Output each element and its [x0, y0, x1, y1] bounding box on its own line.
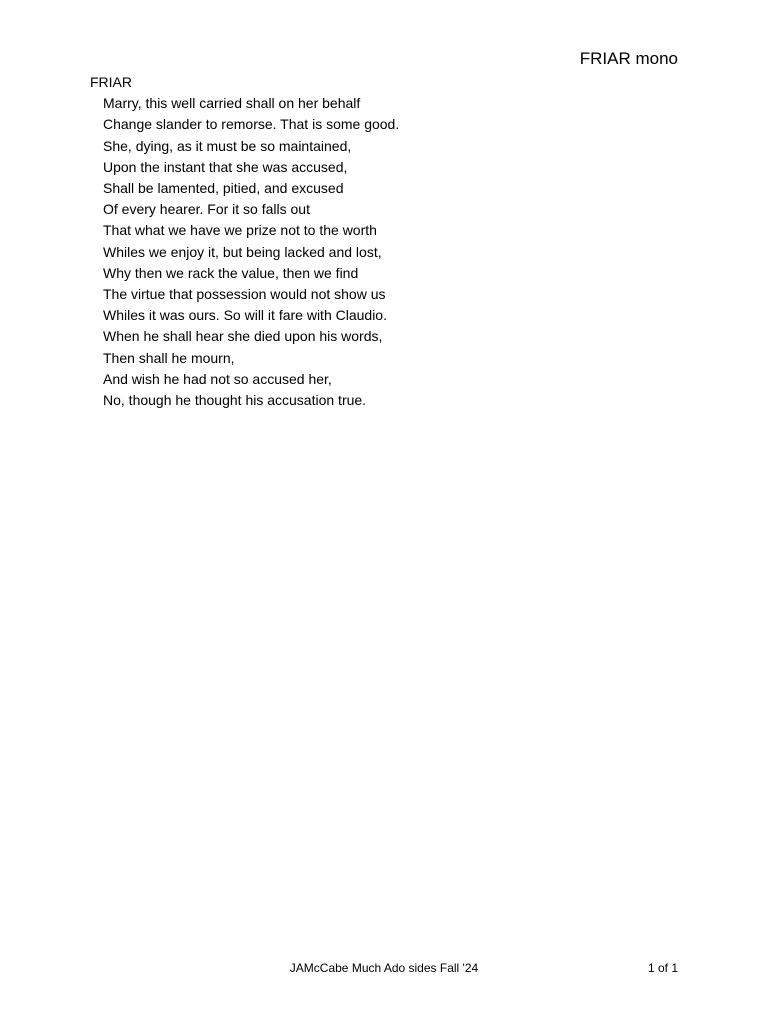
speech-line: Marry, this well carried shall on her behalf — [103, 95, 361, 112]
speech-line: When he shall hear she died upon his words, — [103, 328, 383, 345]
speech-line: No, though he thought his accusation true. — [103, 392, 367, 409]
speech-line: Of every hearer. For it so falls out — [103, 201, 310, 218]
footer-text: JAMcCabe Much Ado sides Fall '24 — [289, 961, 479, 975]
speech-line: Whiles it was ours. So will it fare with Claudio. — [103, 307, 387, 324]
speech-line: And wish he had not so accused her, — [103, 370, 332, 387]
speech-line: That what we have we prize not to the worth — [103, 222, 377, 239]
speech-line: Whiles we enjoy it, but being lacked and lost, — [103, 243, 382, 260]
speech-line: The virtue that possession would not show us — [103, 286, 386, 303]
speech-line: Upon the instant that she was accused, — [103, 158, 348, 175]
page-title: FRIAR mono — [579, 49, 678, 68]
speech-lines — [90, 93, 690, 411]
page-number: 1 of 1 — [647, 961, 678, 975]
speech-line: Change slander to remorse. That is some good. — [103, 116, 400, 133]
speech-line: Shall be lamented, pitied, and excused — [103, 180, 344, 197]
speaker-name: FRIAR — [90, 74, 132, 90]
speech-line: Why then we rack the value, then we find — [103, 264, 359, 281]
speech-block — [90, 72, 690, 411]
speech-line: Then shall he mourn, — [103, 349, 235, 366]
speech-line: She, dying, as it must be so maintained, — [103, 137, 352, 154]
